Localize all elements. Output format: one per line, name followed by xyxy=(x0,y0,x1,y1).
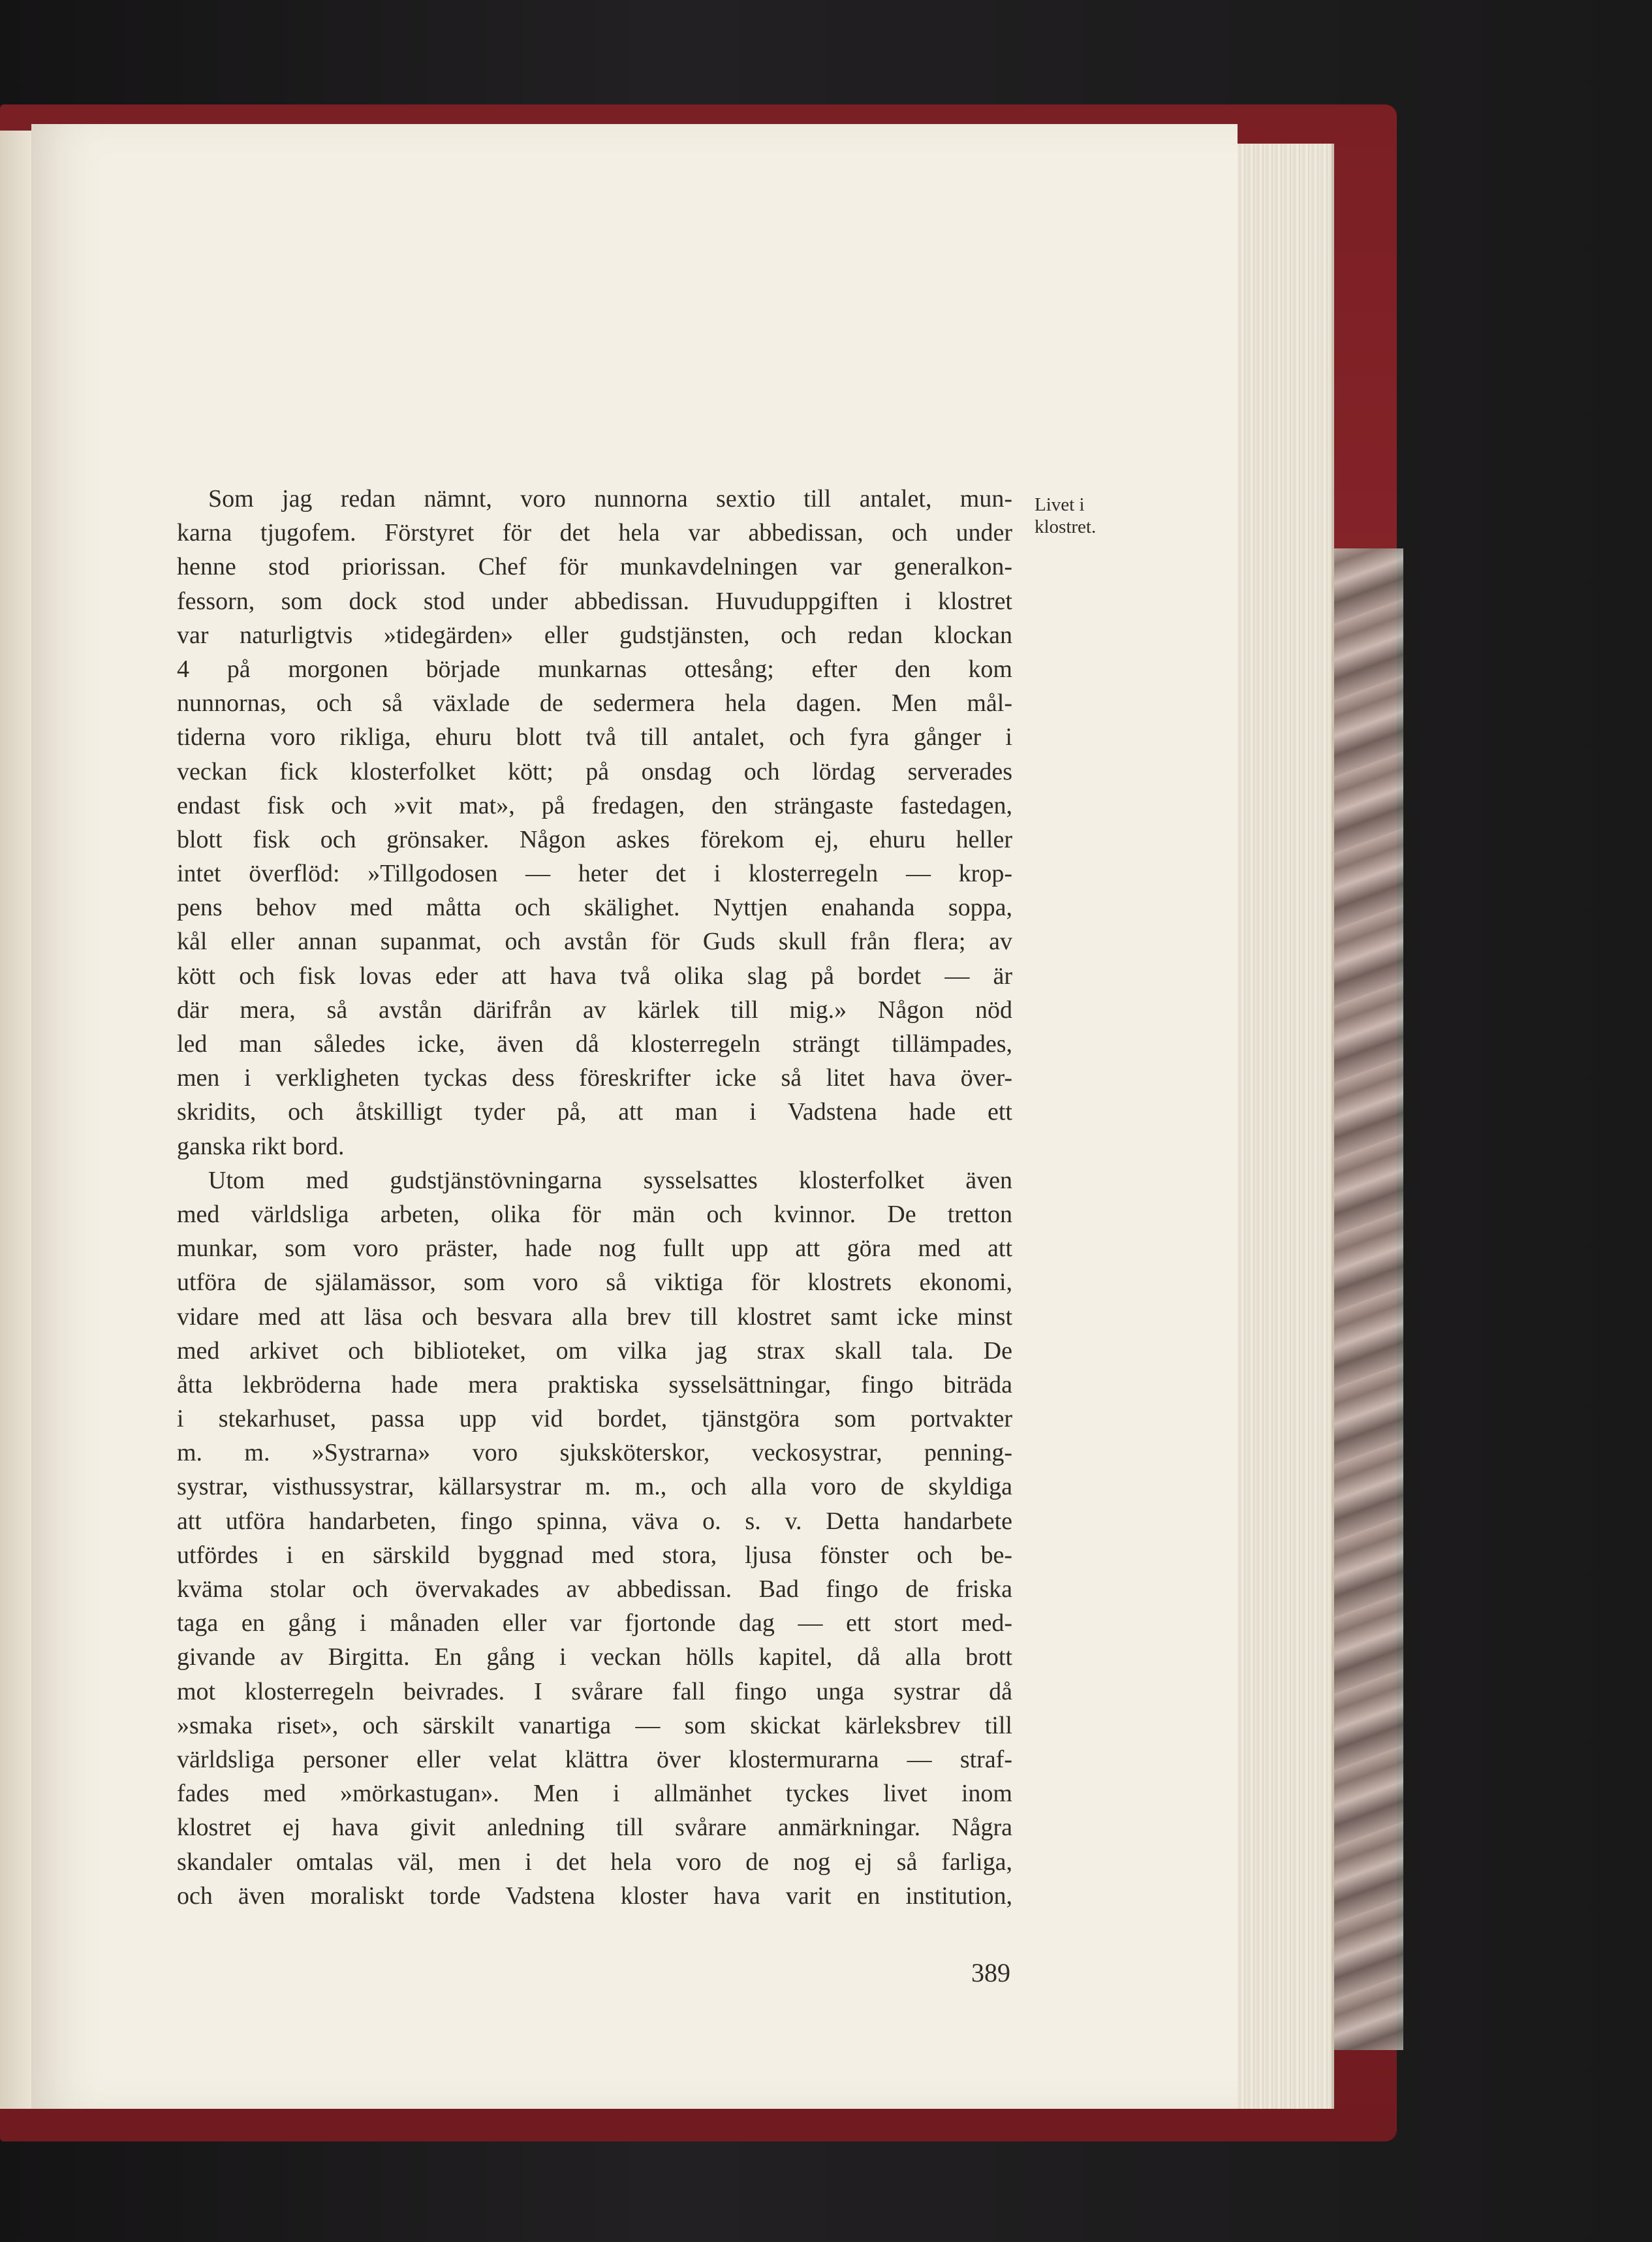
marbled-edge xyxy=(1332,548,1403,2050)
text-line: skridits, och åtskilligt tyder på, att man i Vadstena hade ett xyxy=(177,1098,1012,1126)
text-line: kväma stolar och övervakades av abbedissan. Bad fingo de friska xyxy=(177,1575,1012,1603)
text-line: henne stod priorissan. Chef för munkavdelningen var generalkon- xyxy=(177,553,1012,581)
margin-note xyxy=(1035,494,1139,538)
margin-note-line: Livet i xyxy=(1035,494,1085,515)
text-line: 4 på morgonen började munkarnas ottesång; efter den kom xyxy=(177,655,1012,683)
text-line: klostret ej hava givit anledning till svårare anmärkningar. Några xyxy=(177,1814,1012,1842)
text-line: kål eller annan supanmat, och avstån för Guds skull från flera; av xyxy=(177,928,1012,956)
text-line: utföra de själamässor, som voro så viktiga för klostrets ekonomi, xyxy=(177,1269,1012,1297)
text-line: fades med »mörkastugan». Men i allmänhet tyckes livet inom xyxy=(177,1780,1012,1808)
text-line: systrar, visthussystrar, källarsystrar m. m., och alla voro de skyldiga xyxy=(177,1473,1012,1501)
text-line: i stekarhuset, passa upp vid bordet, tjänstgöra som portvakter xyxy=(177,1405,1012,1433)
text-line: mot klosterregeln beivrades. I svårare fall fingo unga systrar då xyxy=(177,1677,1012,1705)
text-line: utfördes i en särskild byggnad med stora, ljusa fönster och be- xyxy=(177,1541,1012,1569)
text-line: veckan fick klosterfolket kött; på onsdag och lördag serverades xyxy=(177,757,1012,785)
text-line: där mera, så avstån därifrån av kärlek till mig.» Någon nöd xyxy=(177,996,1012,1024)
book-page xyxy=(31,124,1238,2109)
text-line: fessorn, som dock stod under abbedissan. Huvuduppgiften i klostret xyxy=(177,587,1012,615)
margin-note-line: klostret. xyxy=(1035,516,1097,537)
text-line: givande av Birgitta. En gång i veckan hölls kapitel, då alla brott xyxy=(177,1643,1012,1671)
text-line: världsliga personer eller velat klättra över klostermurarna — straf- xyxy=(177,1745,1012,1773)
page-edges xyxy=(1227,144,1334,2109)
text-line: led man således icke, även då klosterregeln strängt tillämpades, xyxy=(177,1030,1012,1058)
text-line: Utom med gudstjänstövningarna sysselsattes klosterfolket även xyxy=(208,1166,1012,1194)
text-line: var naturligtvis »tidegärden» eller gudstjänsten, och redan klockan xyxy=(177,621,1012,649)
page-number: 389 xyxy=(971,1958,1010,1987)
text-line: munkar, som voro präster, hade nog fullt upp att göra med att xyxy=(177,1235,1012,1263)
text-line: blott fisk och grönsaker. Någon askes förekom ej, ehuru heller xyxy=(177,825,1012,853)
text-line: tiderna voro rikliga, ehuru blott två till antalet, och fyra gånger i xyxy=(177,723,1012,751)
text-line: med arkivet och biblioteket, om vilka jag strax skall tala. De xyxy=(177,1336,1012,1365)
text-line: men i verkligheten tyckas dess föreskrifter icke så litet hava över- xyxy=(177,1064,1012,1092)
text-line: taga en gång i månaden eller var fjortonde dag — ett stort med- xyxy=(177,1609,1012,1637)
text-line: »smaka riset», och särskilt vanartiga — som skickat kärleksbrev till xyxy=(177,1711,1012,1739)
text-line: endast fisk och »vit mat», på fredagen, den strängaste fastedagen, xyxy=(177,791,1012,819)
text-line: intet överflöd: »Tillgodosen — heter det i klosterregeln — krop- xyxy=(177,860,1012,888)
text-line: vidare med att läsa och besvara alla brev till klostret samt icke minst xyxy=(177,1303,1012,1331)
text-line: att utföra handarbeten, fingo spinna, väva o. s. v. Detta handarbete xyxy=(177,1507,1012,1535)
text-line: nunnornas, och så växlade de sedermera hela dagen. Men mål- xyxy=(177,689,1012,718)
text-line: ganska rikt bord. xyxy=(177,1132,345,1160)
text-line: Som jag redan nämnt, voro nunnorna sextio till antalet, mun- xyxy=(208,485,1012,513)
text-line: med världsliga arbeten, olika för män och kvinnor. De tretton xyxy=(177,1200,1012,1228)
text-line: m. m. »Systrarna» voro sjuksköterskor, veckosystrar, penning- xyxy=(177,1439,1012,1467)
text-line: kött och fisk lovas eder att hava två olika slag på bordet — är xyxy=(177,962,1012,990)
text-line: pens behov med måtta och skälighet. Nyttjen enahanda soppa, xyxy=(177,894,1012,922)
text-line: åtta lekbröderna hade mera praktiska sysselsättningar, fingo biträda xyxy=(177,1370,1012,1398)
body-text xyxy=(177,482,1012,1913)
text-line: karna tjugofem. Förstyret för det hela var abbedissan, och under xyxy=(177,519,1012,547)
text-line: och även moraliskt torde Vadstena kloster hava varit en institution, xyxy=(177,1882,1012,1910)
text-line: skandaler omtalas väl, men i det hela voro de nog ej så farliga, xyxy=(177,1848,1012,1876)
